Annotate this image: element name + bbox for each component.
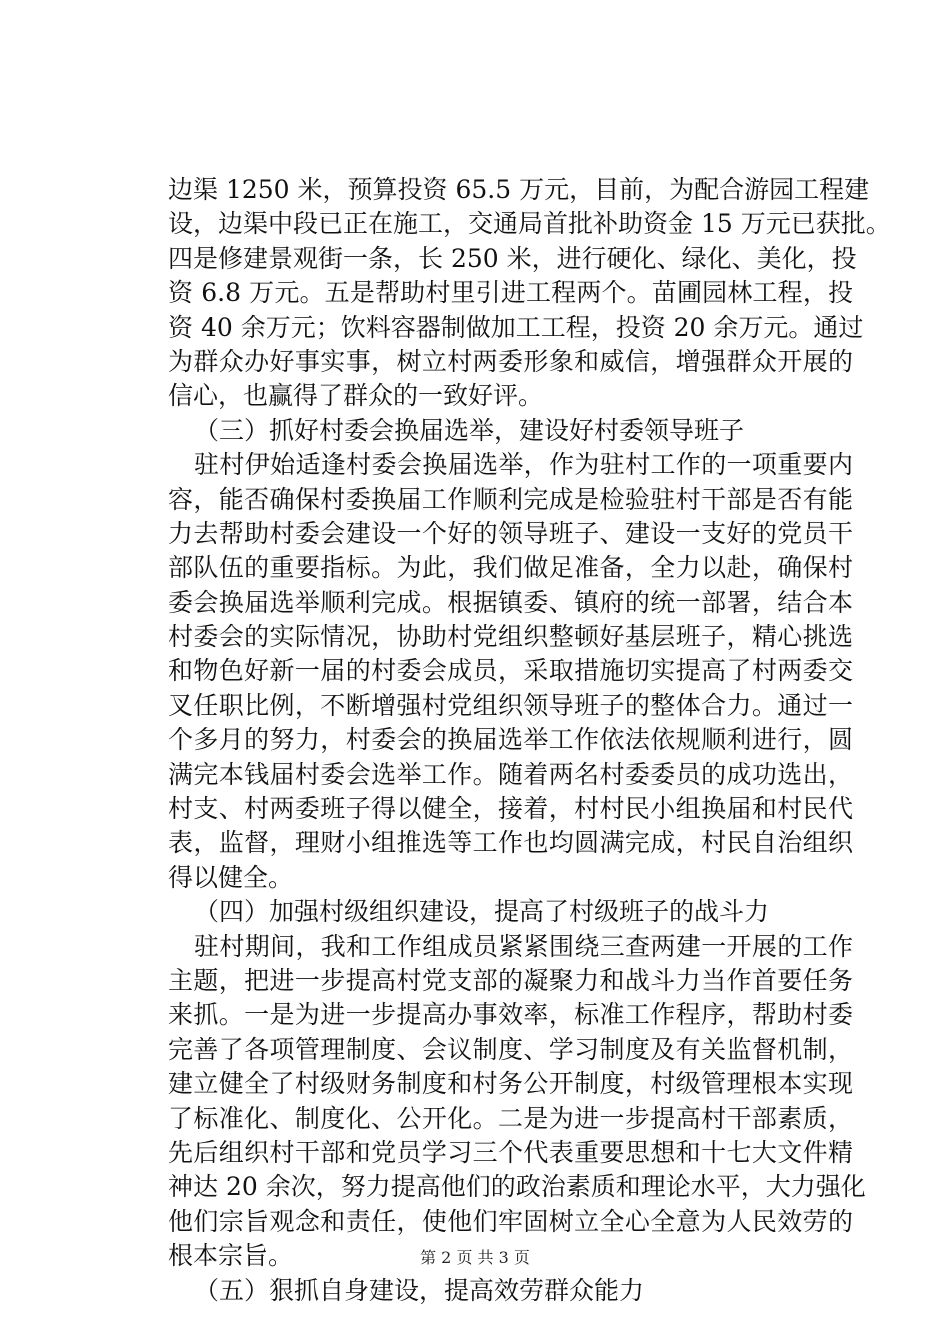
- text-line: 信心，也赢得了群众的一致好评。: [168, 381, 544, 411]
- text-line: 了标准化、制度化、公开化。二是为进一步提高村干部素质，: [168, 1103, 853, 1133]
- section-heading-3: （三）抓好村委会换届选举，建设好村委领导班子: [194, 415, 745, 445]
- text-line: 四是修建景观街一条，长 250 米，进行硬化、绿化、美化，投: [168, 243, 857, 273]
- text-line: 叉任职比例，不断增强村党组织领导班子的整体合力。通过一: [168, 690, 853, 720]
- text-line: 为群众办好事实事，树立村两委形象和威信，增强群众开展的: [168, 346, 853, 376]
- text-line: 容，能否确保村委换届工作顺利完成是检验驻村干部是否有能: [168, 484, 853, 514]
- text-line: 委会换届选举顺利完成。根据镇委、镇府的统一部署，结合本: [168, 587, 853, 617]
- text-line: 边渠 1250 米，预算投资 65.5 万元，目前，为配合游园工程建: [168, 175, 870, 204]
- text-line: 部队伍的重要指标。为此，我们做足准备，全力以赴，确保村: [168, 553, 853, 583]
- section-heading-4: （四）加强村级组织建设，提高了村级班子的战斗力: [194, 897, 770, 927]
- document-body: [168, 173, 891, 1308]
- section-heading-5: （五）狠抓自身建设，提高效劳群众能力: [194, 1275, 645, 1305]
- text-line: 他们宗旨观念和责任，使他们牢固树立全心全意为人民效劳的: [168, 1206, 853, 1236]
- paragraph-first-line: 驻村伊始适逢村委会换届选举，作为驻村工作的一项重要内: [194, 450, 853, 480]
- text-line: 资 6.8 万元。五是帮助村里引进工程两个。苗圃园林工程，投: [168, 278, 853, 308]
- text-line: 满完本钱届村委会选举工作。随着两名村委委员的成功选出，: [168, 759, 853, 789]
- text-line: 设，边渠中段已正在施工，交通局首批补助资金 15 万元已获批。: [168, 209, 891, 239]
- text-line: 神达 20 余次，努力提高他们的政治素质和理论水平，大力强化: [168, 1172, 866, 1202]
- text-line: 得以健全。: [168, 862, 294, 892]
- paragraph-first-line: 驻村期间，我和工作组成员紧紧围绕三查两建一开展的工作: [194, 931, 853, 961]
- text-line: 主题，把进一步提高村党支部的凝聚力和战斗力当作首要任务: [168, 965, 853, 995]
- text-line: 来抓。一是为进一步提高办事效率，标准工作程序，帮助村委: [168, 1000, 853, 1030]
- text-line: 村支、村两委班子得以健全，接着，村村民小组换届和村民代: [168, 794, 853, 824]
- text-line: 和物色好新一届的村委会成员，采取措施切实提高了村两委交: [168, 656, 853, 686]
- text-line: 个多月的努力，村委会的换届选举工作依法依规顺利进行，圆: [168, 725, 853, 755]
- text-line: 表，监督，理财小组推选等工作也均圆满完成，村民自治组织: [168, 828, 853, 858]
- text-line: 建立健全了村级财务制度和村务公开制度，村级管理根本实现: [168, 1069, 853, 1099]
- text-line: 先后组织村干部和党员学习三个代表重要思想和十七大文件精: [168, 1137, 853, 1167]
- text-line: 村委会的实际情况，协助村党组织整顿好基层班子，精心挑选: [168, 622, 853, 652]
- page-number-footer: 第 2 页 共 3 页: [420, 1248, 530, 1267]
- text-line: 根本宗旨。: [168, 1241, 294, 1271]
- text-line: 完善了各项管理制度、会议制度、学习制度及有关监督机制，: [168, 1034, 853, 1064]
- text-line: 资 40 余万元；饮料容器制做加工工程，投资 20 余万元。通过: [168, 312, 864, 342]
- text-line: 力去帮助村委会建设一个好的领导班子、建设一支好的党员干: [168, 518, 853, 548]
